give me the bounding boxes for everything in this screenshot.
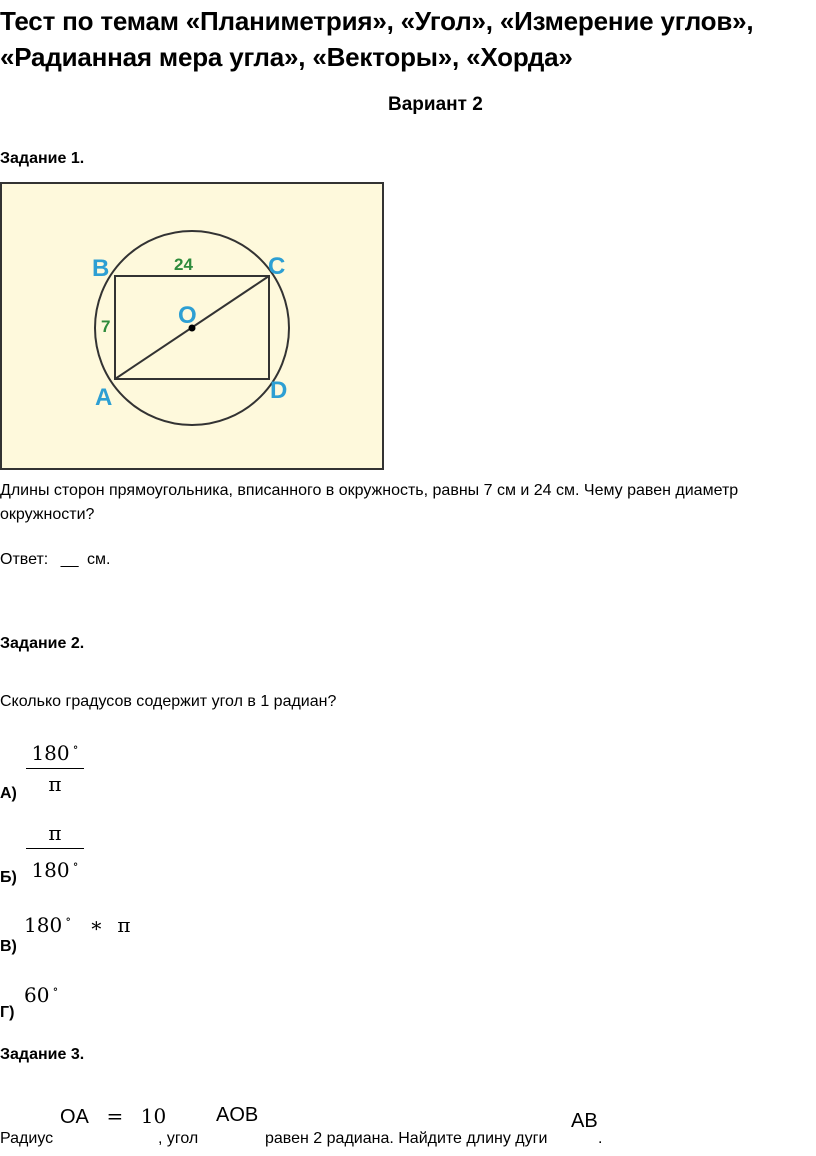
- option-c-value: 180: [24, 913, 63, 937]
- fraction-bar: [26, 768, 84, 769]
- formula-oa-10: [60, 1104, 166, 1129]
- label-b: B: [92, 255, 110, 282]
- fraction-bar: [26, 848, 84, 849]
- answer-unit: см.: [86, 551, 111, 568]
- formula-oa: OA: [60, 1106, 89, 1128]
- page-title-line-1: Тест по темам «Планиметрия», «Угол», «Измерение углов»,: [0, 6, 754, 36]
- option-b-formula[interactable]: [26, 820, 84, 883]
- option-b-letter[interactable]: Б): [0, 869, 17, 886]
- task-1-answer: [0, 551, 110, 569]
- option-b-numerator: π: [48, 821, 62, 845]
- option-a-denominator: π: [48, 772, 62, 796]
- task-3-word-radius: Радиус: [0, 1130, 54, 1147]
- label-c: C: [268, 253, 286, 280]
- task-1-heading: Задание 1.: [0, 150, 85, 167]
- label-a: A: [95, 384, 113, 411]
- task-3-heading: Задание 3.: [0, 1046, 85, 1063]
- label-d: D: [270, 377, 288, 404]
- option-d-value: 60: [24, 983, 50, 1007]
- task-3-word-angle: , угол: [158, 1130, 199, 1147]
- formula-10: 10: [140, 1104, 167, 1128]
- degree-sign: ∘: [65, 912, 72, 926]
- task-1-text-line-1: Длины сторон прямоугольника, вписанного в окружность, равны 7 см и 24 см. Чему равен диаметр: [0, 482, 739, 499]
- side-label-7: 7: [101, 317, 111, 336]
- task-2-heading: Задание 2.: [0, 635, 85, 652]
- task-1-text-line-2: окружности?: [0, 506, 95, 523]
- option-b-denominator: 180: [31, 858, 70, 882]
- answer-blank[interactable]: __: [60, 551, 79, 568]
- degree-sign: ∘: [72, 857, 79, 871]
- task-3-period: .: [598, 1130, 603, 1147]
- side-label-24: 24: [174, 255, 193, 274]
- variant-label: Вариант 2: [388, 94, 483, 115]
- formula-equals: =: [106, 1104, 124, 1128]
- option-a-formula[interactable]: [26, 734, 84, 797]
- pi-symbol: π: [117, 913, 131, 937]
- option-d-formula[interactable]: [24, 982, 58, 1007]
- option-d-letter[interactable]: Г): [0, 1004, 15, 1021]
- option-a-letter[interactable]: А): [0, 785, 17, 802]
- task-1-figure: [0, 182, 384, 470]
- degree-sign: ∘: [72, 740, 79, 754]
- formula-aob: AOB: [216, 1104, 259, 1126]
- degree-sign: ∘: [52, 982, 59, 996]
- page-title-line-2: «Радианная мера угла», «Векторы», «Хорда»: [0, 42, 573, 72]
- task-2-question: Сколько градусов содержит угол в 1 радиан?: [0, 693, 337, 710]
- option-c-letter[interactable]: В): [0, 938, 17, 955]
- option-c-formula[interactable]: [24, 912, 131, 937]
- rectangle-in-circle-diagram: [0, 182, 384, 470]
- formula-ab: AB: [571, 1110, 598, 1132]
- option-a-numerator: 180: [31, 741, 70, 765]
- task-3-text: равен 2 радиана. Найдите длину дуги: [265, 1130, 548, 1147]
- answer-label: Ответ:: [0, 551, 49, 568]
- label-o: O: [178, 302, 197, 329]
- multiply-sign: ∗: [89, 913, 104, 937]
